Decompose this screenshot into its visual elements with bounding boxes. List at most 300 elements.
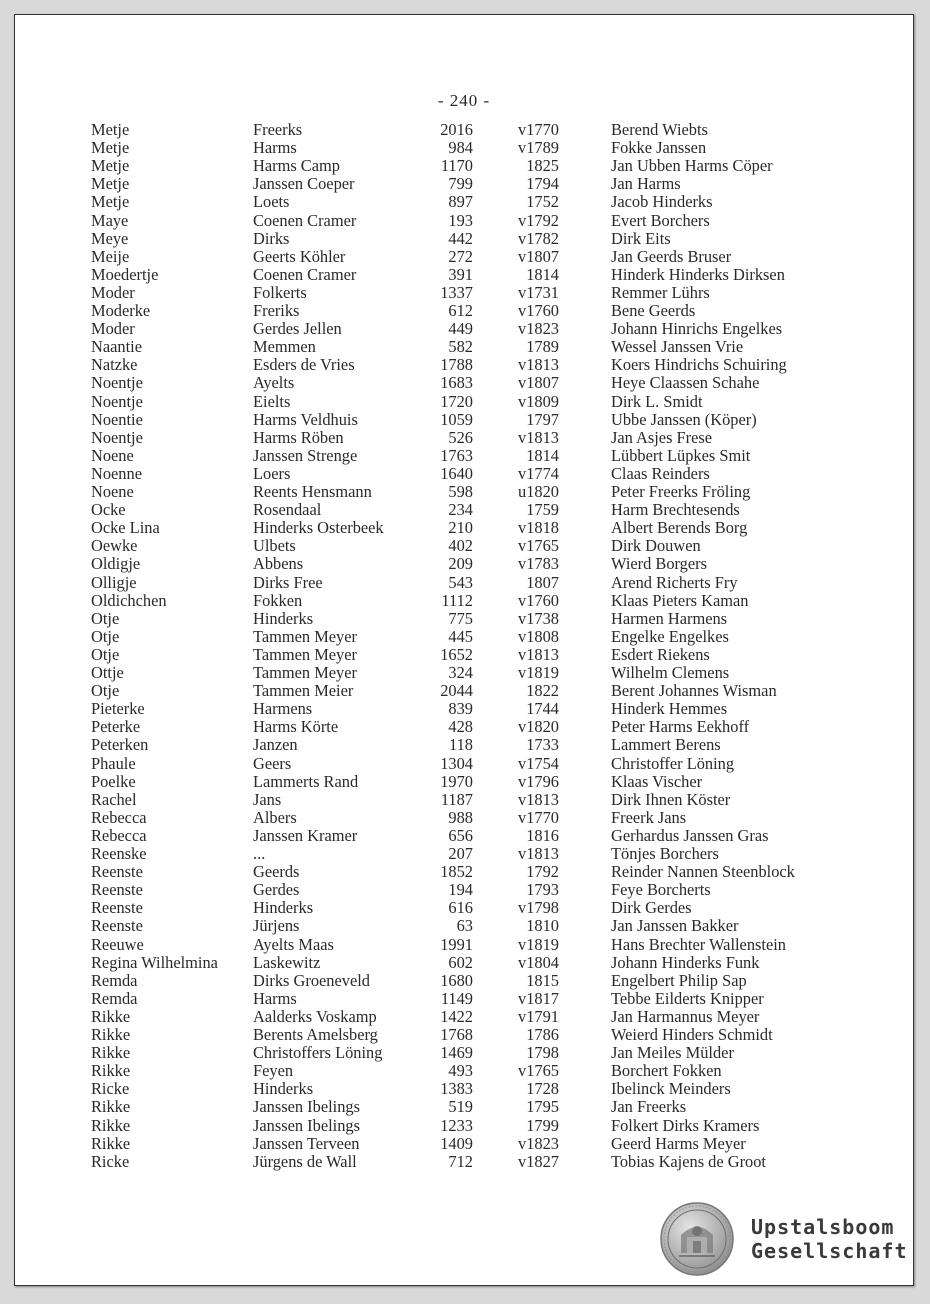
list-row <box>15 646 913 664</box>
list-row <box>15 755 913 773</box>
spouse-name: Jan Asjes Frese <box>611 427 713 447</box>
year: v1819 <box>518 934 559 954</box>
record-number: 207 <box>448 844 473 863</box>
record-number: 2044 <box>440 681 473 701</box>
family-name: Gerdes Jellen <box>253 319 342 339</box>
spouse-name: Gerhardus Janssen Gras <box>611 825 769 845</box>
given-name: Rikke <box>91 1043 131 1063</box>
given-name: Metje <box>91 138 130 158</box>
year: 1797 <box>526 409 559 429</box>
spouse-name: Bene Geerds <box>611 301 696 320</box>
given-name: Reenske <box>91 844 147 863</box>
given-name: Reenste <box>91 880 143 900</box>
list-row <box>15 1153 913 1171</box>
list-row <box>15 1062 913 1080</box>
list-row <box>15 157 913 175</box>
given-name: Moderke <box>91 301 151 320</box>
family-name: Tammen Meyer <box>253 663 357 682</box>
spouse-name: Ibelinck Meinders <box>611 1079 731 1099</box>
list-row <box>15 809 913 827</box>
record-number: 209 <box>448 554 473 574</box>
year: v1827 <box>518 1151 559 1171</box>
given-name: Pieterke <box>91 699 145 719</box>
given-name: Ocke Lina <box>91 518 160 538</box>
year: 1793 <box>526 880 559 900</box>
family-name: Harms Veldhuis <box>253 409 358 429</box>
given-name: Rachel <box>91 789 137 809</box>
spouse-name: Lammert Berens <box>611 735 721 755</box>
logo-wordmark <box>751 1215 908 1263</box>
document-page <box>14 14 914 1286</box>
family-name: ... <box>253 844 266 863</box>
record-number: 1170 <box>440 156 473 176</box>
year: 1810 <box>526 916 559 936</box>
year: v1813 <box>518 427 559 447</box>
spouse-name: Remmer Lührs <box>611 282 710 302</box>
list-row <box>15 899 913 917</box>
record-number: 612 <box>448 301 473 320</box>
record-number: 602 <box>448 952 473 972</box>
given-name: Ricke <box>91 1151 130 1171</box>
family-name: Abbens <box>253 554 304 574</box>
family-name: Albers <box>253 807 297 827</box>
list-row <box>15 393 913 411</box>
list-row <box>15 1080 913 1098</box>
given-name: Rikke <box>91 1061 131 1081</box>
spouse-name: Evert Borchers <box>611 210 710 230</box>
list-row <box>15 537 913 555</box>
spouse-name: Heye Claassen Schahe <box>611 373 760 393</box>
spouse-name: Tönjes Borchers <box>611 844 719 863</box>
list-row <box>15 411 913 429</box>
record-number: 1112 <box>441 590 473 610</box>
spouse-name: Fokke Janssen <box>611 138 707 158</box>
year: 1786 <box>526 1025 559 1044</box>
given-name: Otje <box>91 644 120 664</box>
given-name: Otje <box>91 626 120 646</box>
given-name: Natzke <box>91 355 138 375</box>
record-number: 118 <box>449 735 473 755</box>
record-number: 1409 <box>440 1133 473 1153</box>
year: 1816 <box>526 825 559 845</box>
spouse-name: Albert Berends Borg <box>611 518 748 538</box>
list-row <box>15 682 913 700</box>
given-name: Reeuwe <box>91 934 144 954</box>
list-row <box>15 193 913 211</box>
seal-emblem-icon <box>659 1201 735 1277</box>
family-name: Freriks <box>253 301 300 320</box>
list-row <box>15 338 913 356</box>
family-name: Hinderks <box>253 898 314 918</box>
family-name: Harms <box>253 138 297 158</box>
list-row <box>15 230 913 248</box>
year: 1733 <box>526 735 559 755</box>
family-name: Laskewitz <box>253 952 321 972</box>
record-number: 1680 <box>440 970 473 990</box>
given-name: Noentje <box>91 427 143 447</box>
spouse-name: Freerk Jans <box>611 807 687 827</box>
list-row <box>15 302 913 320</box>
given-name: Moder <box>91 282 135 302</box>
year: v1731 <box>518 282 559 302</box>
year: v1819 <box>518 663 559 682</box>
record-number: 193 <box>448 210 473 230</box>
spouse-name: Folkert Dirks Kramers <box>611 1115 760 1135</box>
list-row <box>15 1026 913 1044</box>
record-number: 1149 <box>440 988 473 1008</box>
spouse-name: Jan Geerds Bruser <box>611 246 732 266</box>
family-name: Esders de Vries <box>253 355 355 375</box>
given-name: Rikke <box>91 1115 131 1135</box>
family-name: Ulbets <box>253 536 296 556</box>
family-name: Eielts <box>253 391 291 411</box>
given-name: Rikke <box>91 1133 131 1153</box>
given-name: Metje <box>91 192 130 212</box>
year: 1815 <box>526 970 559 990</box>
spouse-name: Jan Harmannus Meyer <box>611 1006 760 1026</box>
given-name: Peterken <box>91 735 149 755</box>
given-name: Meye <box>91 228 129 248</box>
family-name: Harms Körte <box>253 717 339 737</box>
spouse-name: Hinderk Hemmes <box>611 699 728 719</box>
spouse-name: Tebbe Eilderts Knipper <box>611 988 764 1008</box>
record-number: 272 <box>448 246 473 266</box>
year: u1820 <box>518 482 559 501</box>
year: v1823 <box>518 319 559 339</box>
spouse-name: Lübbert Lüpkes Smit <box>611 445 751 465</box>
record-number: 445 <box>448 626 473 646</box>
spouse-name: Harmen Harmens <box>611 608 728 628</box>
record-number: 799 <box>448 174 473 194</box>
year: v1823 <box>518 1133 559 1153</box>
given-name: Oldigje <box>91 554 141 574</box>
given-name: Poelke <box>91 771 136 791</box>
record-number: 1768 <box>440 1025 473 1044</box>
given-name: Otje <box>91 608 120 628</box>
year: v1774 <box>518 463 559 483</box>
record-number: 616 <box>448 898 473 918</box>
list-row <box>15 628 913 646</box>
year: v1792 <box>518 210 559 230</box>
record-number: 1683 <box>440 373 473 393</box>
record-number: 582 <box>448 337 473 357</box>
record-number: 984 <box>448 138 473 158</box>
year: v1818 <box>518 518 559 538</box>
spouse-name: Wilhelm Clemens <box>611 663 730 682</box>
spouse-name: Wessel Janssen Vrie <box>611 337 744 357</box>
given-name: Noentje <box>91 373 143 393</box>
family-name: Reents Hensmann <box>253 482 372 501</box>
list-row <box>15 990 913 1008</box>
spouse-name: Feye Borcherts <box>611 880 711 900</box>
family-name: Geerds <box>253 862 300 882</box>
record-number: 493 <box>448 1061 473 1081</box>
list-row <box>15 465 913 483</box>
record-number: 63 <box>456 916 473 936</box>
family-name: Janssen Coeper <box>253 174 355 194</box>
year: v1789 <box>518 138 559 158</box>
family-name: Janssen Ibelings <box>253 1097 360 1117</box>
given-name: Reenste <box>91 898 143 918</box>
family-name: Janssen Strenge <box>253 445 358 465</box>
year: v1813 <box>518 844 559 863</box>
list-row <box>15 863 913 881</box>
given-name: Noene <box>91 445 134 465</box>
given-name: Rikke <box>91 1025 131 1044</box>
given-name: Moedertje <box>91 264 159 284</box>
list-row <box>15 936 913 954</box>
list-row <box>15 972 913 990</box>
record-number: 402 <box>448 536 473 556</box>
given-name: Oldichchen <box>91 590 167 610</box>
spouse-name: Hans Brechter Wallenstein <box>611 934 786 954</box>
year: v1770 <box>518 807 559 827</box>
spouse-name: Koers Hindrichs Schuiring <box>611 355 787 375</box>
record-number: 775 <box>448 608 473 628</box>
record-number: 526 <box>448 427 473 447</box>
family-name: Rosendaal <box>253 500 322 520</box>
family-name: Tammen Meyer <box>253 626 357 646</box>
record-number: 897 <box>448 192 473 212</box>
spouse-name: Berent Johannes Wisman <box>611 681 777 701</box>
record-number: 1187 <box>440 789 473 809</box>
year: 1822 <box>526 681 559 701</box>
year: 1759 <box>526 500 559 520</box>
record-number: 1304 <box>440 753 473 773</box>
spouse-name: Dirk Gerdes <box>611 898 692 918</box>
list-row <box>15 592 913 610</box>
spouse-name: Berend Wiebts <box>611 120 708 139</box>
family-name: Jürjens <box>253 916 300 936</box>
list-row <box>15 447 913 465</box>
spouse-name: Geerd Harms Meyer <box>611 1133 746 1153</box>
spouse-name: Dirk L. Smidt <box>611 391 703 411</box>
spouse-name: Jan Freerks <box>611 1097 687 1117</box>
given-name: Reenste <box>91 916 143 936</box>
year: v1783 <box>518 554 559 574</box>
given-name: Ottje <box>91 663 124 682</box>
given-name: Remda <box>91 970 138 990</box>
family-name: Memmen <box>253 337 316 357</box>
year: 1789 <box>526 337 559 357</box>
list-row <box>15 356 913 374</box>
family-name: Janssen Terveen <box>253 1133 360 1153</box>
given-name: Metje <box>91 120 130 139</box>
list-row <box>15 736 913 754</box>
family-name: Freerks <box>253 120 303 139</box>
family-name: Christoffers Löning <box>253 1043 383 1063</box>
year: v1807 <box>518 373 559 393</box>
year: v1813 <box>518 355 559 375</box>
year: v1820 <box>518 717 559 737</box>
given-name: Metje <box>91 174 130 194</box>
spouse-name: Jan Meiles Mülder <box>611 1043 734 1063</box>
family-name: Folkerts <box>253 282 307 302</box>
record-number: 210 <box>448 518 473 538</box>
given-name: Naantie <box>91 337 142 357</box>
list-row <box>15 139 913 157</box>
family-name: Feyen <box>253 1061 294 1081</box>
record-number: 1469 <box>440 1043 473 1063</box>
family-name: Ayelts <box>253 373 295 393</box>
year: v1809 <box>518 391 559 411</box>
spouse-name: Johann Hinderks Funk <box>611 952 760 972</box>
family-name: Janssen Kramer <box>253 825 358 845</box>
family-name: Loers <box>253 463 291 483</box>
year: v1765 <box>518 1061 559 1081</box>
record-number: 1059 <box>440 409 473 429</box>
record-number: 442 <box>448 228 473 248</box>
list-row <box>15 519 913 537</box>
given-name: Rikke <box>91 1097 131 1117</box>
list-row <box>15 574 913 592</box>
list-row <box>15 954 913 972</box>
record-number: 324 <box>448 663 473 682</box>
given-name: Moder <box>91 319 135 339</box>
list-row <box>15 1098 913 1116</box>
spouse-name: Peter Freerks Fröling <box>611 482 751 501</box>
family-name: Jans <box>253 789 282 809</box>
year: v1760 <box>518 590 559 610</box>
year: 1825 <box>526 156 559 176</box>
list-row <box>15 791 913 809</box>
family-name: Hinderks <box>253 1079 314 1099</box>
list-row <box>15 610 913 628</box>
year: v1765 <box>518 536 559 556</box>
family-name: Janssen Ibelings <box>253 1115 360 1135</box>
spouse-name: Claas Reinders <box>611 463 710 483</box>
family-name: Hinderks Osterbeek <box>253 518 384 538</box>
record-number: 712 <box>448 1151 473 1171</box>
given-name: Reenste <box>91 862 143 882</box>
family-name: Coenen Cramer <box>253 264 357 284</box>
record-number: 428 <box>448 717 473 737</box>
family-name: Dirks Free <box>253 572 323 592</box>
year: 1807 <box>526 572 559 592</box>
list-row <box>15 881 913 899</box>
given-name: Noentie <box>91 409 143 429</box>
family-name: Geerts Köhler <box>253 246 346 266</box>
family-name: Berents Amelsberg <box>253 1025 378 1044</box>
family-name: Fokken <box>253 590 303 610</box>
family-name: Tammen Meier <box>253 681 354 701</box>
family-name: Hinderks <box>253 608 314 628</box>
family-name: Harms Camp <box>253 156 340 176</box>
list-row <box>15 248 913 266</box>
list-row <box>15 374 913 392</box>
spouse-name: Dirk Ihnen Köster <box>611 789 731 809</box>
society-logo <box>659 1201 909 1279</box>
year: 1752 <box>526 192 559 212</box>
list-row <box>15 483 913 501</box>
given-name: Ricke <box>91 1079 130 1099</box>
list-row <box>15 664 913 682</box>
family-name: Ayelts Maas <box>253 934 334 954</box>
spouse-name: Hinderk Hinderks Dirksen <box>611 264 785 284</box>
record-number: 194 <box>448 880 473 900</box>
year: v1798 <box>518 898 559 918</box>
record-number: 391 <box>448 264 473 284</box>
logo-line-2: Gesellschaft <box>751 1239 908 1263</box>
spouse-name: Johann Hinrichs Engelkes <box>611 319 783 339</box>
list-row <box>15 212 913 230</box>
spouse-name: Arend Richerts Fry <box>611 572 738 592</box>
given-name: Phaule <box>91 753 136 773</box>
record-number: 1720 <box>440 391 473 411</box>
year: v1791 <box>518 1006 559 1026</box>
logo-line-1: Upstalsboom <box>751 1215 895 1239</box>
given-name: Metje <box>91 156 130 176</box>
given-name: Peterke <box>91 717 141 737</box>
record-number: 988 <box>448 807 473 827</box>
family-name: Dirks Groeneveld <box>253 970 370 990</box>
given-name: Oewke <box>91 536 138 556</box>
spouse-name: Klaas Pieters Kaman <box>611 590 749 610</box>
list-row <box>15 1044 913 1062</box>
family-name: Harmens <box>253 699 313 719</box>
record-number: 449 <box>448 319 473 339</box>
spouse-name: Dirk Douwen <box>611 536 701 556</box>
family-name: Jürgens de Wall <box>253 1151 357 1171</box>
record-number: 1970 <box>440 771 473 791</box>
given-name: Olligje <box>91 572 137 592</box>
list-row <box>15 175 913 193</box>
record-number: 656 <box>448 825 473 845</box>
given-name: Rikke <box>91 1006 131 1026</box>
list-row <box>15 501 913 519</box>
spouse-name: Jan Ubben Harms Cöper <box>611 156 773 176</box>
spouse-name: Jan Janssen Bakker <box>611 916 739 936</box>
spouse-name: Peter Harms Eekhoff <box>611 717 750 737</box>
year: v1782 <box>518 228 559 248</box>
given-name: Noenne <box>91 463 142 483</box>
list-row <box>15 429 913 447</box>
record-number: 1422 <box>440 1006 473 1026</box>
family-name: Coenen Cramer <box>253 210 357 230</box>
spouse-name: Tobias Kajens de Groot <box>611 1151 766 1171</box>
family-name: Loets <box>253 192 290 212</box>
year: v1804 <box>518 952 559 972</box>
year: v1807 <box>518 246 559 266</box>
given-name: Regina Wilhelmina <box>91 952 218 972</box>
family-name: Geers <box>253 753 292 773</box>
given-name: Noentje <box>91 391 143 411</box>
year: v1813 <box>518 789 559 809</box>
list-row <box>15 773 913 791</box>
year: v1754 <box>518 753 559 773</box>
spouse-name: Ubbe Janssen (Köper) <box>611 409 757 429</box>
spouse-name: Weierd Hinders Schmidt <box>611 1025 773 1044</box>
list-row <box>15 121 913 139</box>
year: 1798 <box>526 1043 559 1063</box>
page-number: - 240 - <box>437 91 491 110</box>
year: v1760 <box>518 301 559 320</box>
list-row <box>15 700 913 718</box>
year: v1808 <box>518 626 559 646</box>
year: 1794 <box>526 174 559 194</box>
record-number: 234 <box>448 500 473 520</box>
spouse-name: Jan Harms <box>611 174 681 194</box>
record-number: 1640 <box>440 463 473 483</box>
record-number: 1652 <box>440 644 473 664</box>
given-name: Remda <box>91 988 138 1008</box>
given-name: Otje <box>91 681 120 701</box>
spouse-name: Borchert Fokken <box>611 1061 722 1081</box>
list-row <box>15 917 913 935</box>
spouse-name: Christoffer Löning <box>611 753 735 773</box>
record-number: 1763 <box>440 445 473 465</box>
family-name: Harms <box>253 988 297 1008</box>
